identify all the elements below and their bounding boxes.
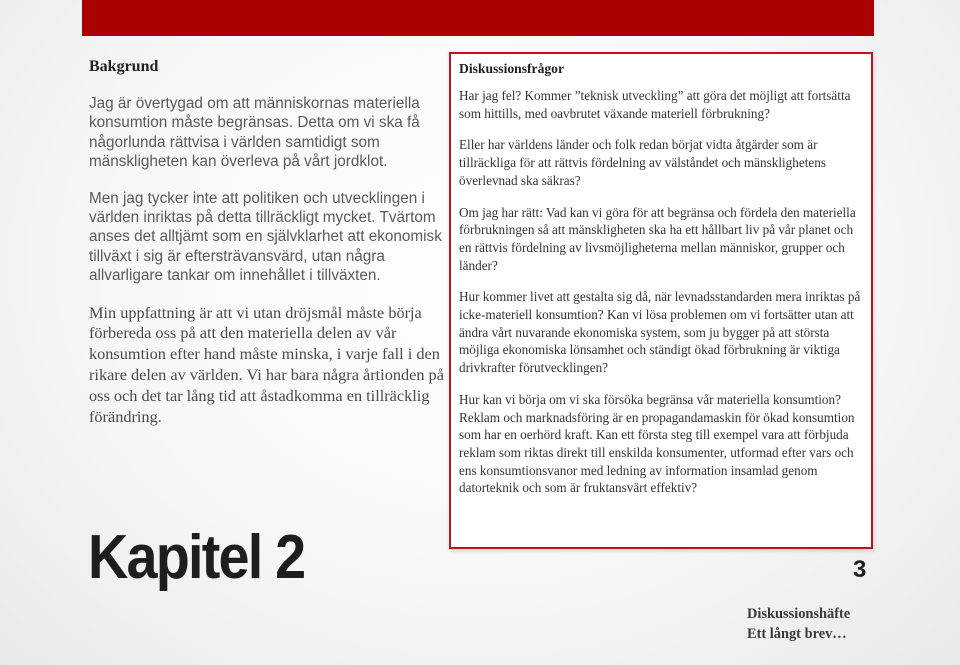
footer xyxy=(747,604,850,644)
question-4: Hur kommer livet att gestalta sig då, när levnadsstandarden mera inriktas på icke-materiell konsumtion? Kan vi lösa problemen om vi fortsätter utan att ändra vårt nuvarande ekonomiska system, som ju bygger på att största möjliga ekonomiska lönsamhet och ständigt ökad förbrukning är viktiga drivkrafter förutvecklingen? xyxy=(459,289,861,376)
chapter-title: Kapitel 2 xyxy=(88,523,305,592)
paragraph-2: Men jag tycker inte att politiken och utvecklingen i världen inriktas på detta tillräckligt mycket. Tvärtom anses det alltjämt som en självklarhet att ekonomisk tillväxt i sig är eftersträvansvärd, utan några allvarligare tankar om innehållet i tillväxten. xyxy=(89,189,442,285)
footer-title: Diskussionshäfte xyxy=(747,606,851,622)
background-section xyxy=(89,58,444,444)
paragraph-1: Jag är övertygad om att människornas materiella konsumtion måste begränsas. Detta om vi ska få någorlunda rättvisa i världen samtidigt som mänskligheten kan överleva på vårt jordklot. xyxy=(89,95,420,171)
section-heading: Bakgrund xyxy=(89,58,159,75)
discussion-questions-box xyxy=(449,52,873,549)
question-1: Har jag fel? Kommer ”teknisk utveckling” att göra det möjligt att fortsätta som hittills, med oavbrutet växande materiell förbrukning? xyxy=(459,88,851,121)
question-3: Om jag har rätt: Vad kan vi göra för att begränsa och fördela den materiella förbrukningen så att mänskligheten ska ha ett hållbart liv på vår planet och en rättvis fördelning av livsmöjligheterna mellan människor, grupper och länder? xyxy=(459,204,856,273)
footer-subtitle: Ett långt brev… xyxy=(747,626,847,642)
page-number: 3 xyxy=(853,556,867,583)
paragraph-3: Min uppfattning är att vi utan dröjsmål måste börja förbereda oss på att den materiella delen av vår konsumtion efter hand måste minska, i varje fall i den rikare delen av världen. Vi har bara några årtionden på oss och det tar lång tid att åstadkomma en tillräcklig förändring. xyxy=(89,302,444,426)
top-accent-bar xyxy=(82,0,874,36)
question-2: Eller har världens länder och folk redan börjat vidta åtgärder som är tillräckliga för att rättvis fördelning av välståndet och mänsklighetens överlevnad ska säkras? xyxy=(459,137,826,188)
question-5: Hur kan vi börja om vi ska försöka begränsa vår materiella konsumtion? Reklam och marknadsföring är en propagandamaskin för ökad konsumtion som har en oerhörd kraft. Kan ett första steg till exempel vara att förbjuda reklam som riktas direkt till enskilda konsumenter, utformad efter vars och ens konsumtionsvanor med ledning av information insamlad genom datorteknik och som är fruktansvärt effektiv? xyxy=(459,391,855,496)
questions-heading: Diskussionsfrågor xyxy=(459,61,564,76)
